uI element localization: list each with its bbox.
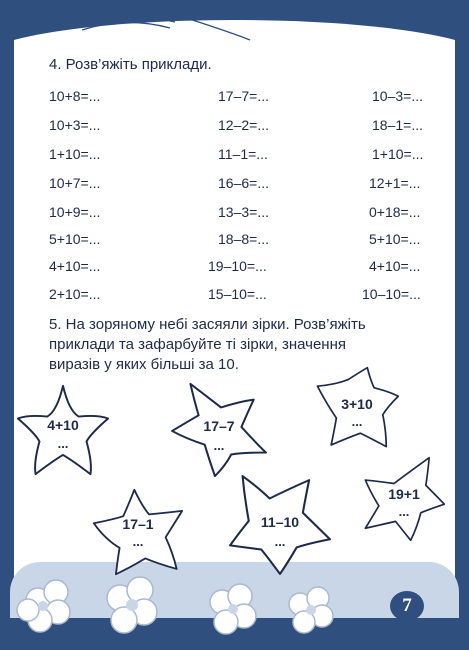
exercise-item: 10+9=... [49,204,101,220]
star-answer-dots: ... [57,436,69,451]
star-shape[interactable] [228,474,332,576]
star-answer-dots: ... [351,414,363,429]
star-expression: 17–7 [203,418,235,434]
star-expression: 11–10 [260,514,300,530]
exercise-item: 19–10=... [208,258,267,274]
star-expression: 4+10 [47,417,79,433]
exercise-item: 10+3=... [49,117,101,133]
star-shape[interactable] [14,382,112,478]
star-answer-dots: ... [213,438,225,453]
star-expression: 17–1 [122,516,154,532]
exercise-item: 10+7=... [49,175,101,191]
exercise-item: 5+10=... [49,231,101,247]
star-expression: 3+10 [341,396,373,412]
task5-line: виразів у яких більші за 10. [49,356,239,373]
star-shape[interactable] [362,456,446,542]
task5-line: приклади та зафарбуйте ті зірки, значення [49,336,346,353]
star-expression: 19+1 [388,486,420,502]
exercise-item: 4+10=... [49,258,101,274]
star-shape[interactable] [314,366,400,450]
exercise-item: 10+8=... [49,88,101,104]
exercise-item: 0+18=... [369,204,421,220]
exercise-item: 5+10=... [369,231,421,247]
exercise-item: 18–1=... [372,117,423,133]
exercise-item: 16–6=... [218,175,269,191]
exercise-item: 1+10=... [372,146,424,162]
exercise-item: 1+10=... [49,146,101,162]
star-answer-dots: ... [398,504,410,519]
exercise-item: 10–3=... [372,88,423,104]
star-answer-dots: ... [274,534,286,549]
exercise-item: 18–8=... [218,231,269,247]
exercise-item: 12+1=... [369,175,421,191]
star-shape[interactable] [168,380,270,478]
exercise-item: 15–10=... [208,286,267,302]
star-answer-dots: ... [132,534,144,549]
star-shape[interactable] [92,488,184,576]
task4-title: 4. Розв’яжіть приклади. [49,56,212,73]
exercise-item: 4+10=... [369,258,421,274]
exercise-item: 13–3=... [218,204,269,220]
exercise-item: 10–10=... [362,286,421,302]
exercise-item: 12–2=... [218,117,269,133]
star-icon [92,488,184,576]
page-number: 7 [390,591,424,621]
task5-line: 5. На зоряному небі засяяли зірки. Розв’яжіть [49,316,366,333]
exercise-item: 17–7=... [218,88,269,104]
exercise-item: 11–1=... [218,146,268,162]
exercise-item: 2+10=... [49,286,101,302]
